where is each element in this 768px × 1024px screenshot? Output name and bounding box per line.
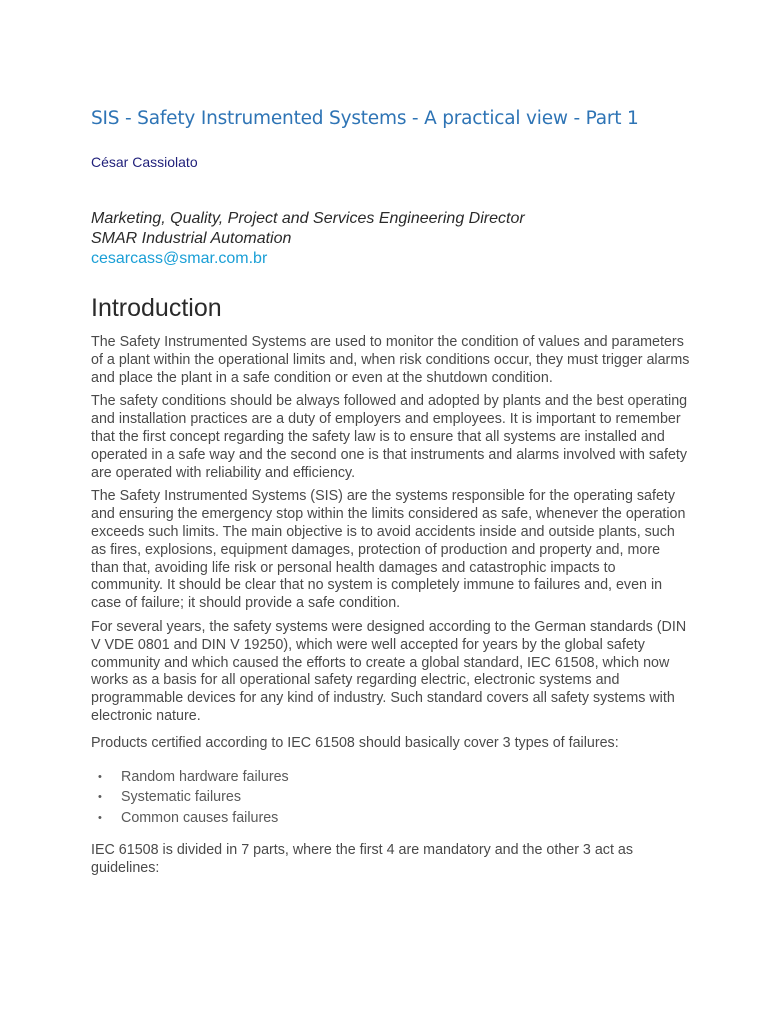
bullet-icon: • [98, 791, 102, 804]
document-body [91, 334, 691, 884]
author-company: SMAR Industrial Automation [91, 230, 292, 247]
list-item-text: Common causes failures [121, 809, 279, 826]
paragraph: Products certified according to IEC 61508 should basically cover 3 types of failures: [91, 734, 619, 751]
paragraph: The safety conditions should be always followed and adopted by plants and the best operating and installation practices are a duty of employers and employees. It is important to remember that the first concept regarding the safety law is to ensure that all systems are installed and operated in a safe way and the second one is that instruments and alarms involved with safety are operated with reliability and efficiency. [91, 393, 688, 481]
section-heading: Introduction [91, 294, 222, 322]
bullet-icon: • [98, 811, 102, 824]
paragraph: The Safety Instrumented Systems (SIS) are the systems responsible for the operating safety and ensuring the emergency stop within the limits considered as safe, whenever the operation exceeds such limits. The main objective is to avoid accidents inside and outside plants, such as fires, explosions, equipment damages, protection of production and property and, more than that, avoiding life risk or personal health damages and catastrophic impacts to community. It should be clear that no system is completely immune to failures and, even in case of failure; it should provide a safe condition. [91, 488, 686, 612]
list-item [91, 787, 691, 808]
list-item-text: Random hardware failures [121, 768, 289, 785]
list-item [91, 808, 691, 829]
paragraph: IEC 61508 is divided in 7 parts, where the first 4 are mandatory and the other 3 act as guidelines: [91, 842, 633, 876]
author-affiliation [91, 209, 525, 249]
document-title: SIS - Safety Instrumented Systems - A practical view - Part 1 [91, 108, 639, 129]
bullet-icon: • [98, 770, 102, 783]
failure-types-list [91, 767, 691, 829]
author-role: Marketing, Quality, Project and Services Engineering Director [91, 210, 525, 227]
list-item [91, 767, 691, 788]
paragraph: For several years, the safety systems were designed according to the German standards (DIN V VDE 0801 and DIN V 19250), which were well accepted for years by the global safety community and which caused the efforts to create a global standard, IEC 61508, which now works as a basis for all operational safety regarding electric, electronic systems and programmable devices for any kind of industry. Such standard covers all safety systems with electronic nature. [91, 618, 687, 724]
paragraph: The Safety Instrumented Systems are used to monitor the condition of values and parameters of a plant within the operational limits and, when risk conditions occur, they must trigger alarms and place the plant in a safe condition or even at the shutdown condition. [91, 334, 690, 386]
author-email-link[interactable]: cesarcass@smar.com.br [91, 250, 268, 267]
author-name: César Cassiolato [91, 154, 198, 170]
list-item-text: Systematic failures [121, 789, 241, 806]
